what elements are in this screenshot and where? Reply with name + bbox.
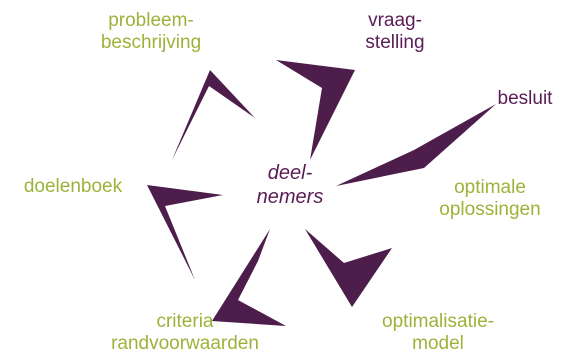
arrow-probleem-to-vraag (172, 70, 255, 160)
label-probleembeschrijving: probleem- beschrijving (100, 10, 202, 53)
label-doelenboek: doelenboek (23, 176, 123, 197)
label-optimalisatiemodel: optimalisatie- model (382, 311, 494, 354)
label-besluit: besluit (497, 88, 553, 109)
center-label-deelnemers: deel- nemers (256, 162, 324, 208)
arrow-optimale-to-model (305, 229, 392, 307)
arrow-besluit-to-optimale (336, 104, 496, 186)
label-optimale-oplossingen: optimale oplossingen (439, 177, 541, 220)
arrow-criteria-to-doelenboek (147, 185, 223, 280)
label-vraagstelling: vraag- stelling (365, 10, 425, 53)
label-criteria-randvoorwaarden: criteria randvoorwaarden (111, 311, 259, 354)
arrow-vraag-to-center (276, 60, 355, 160)
